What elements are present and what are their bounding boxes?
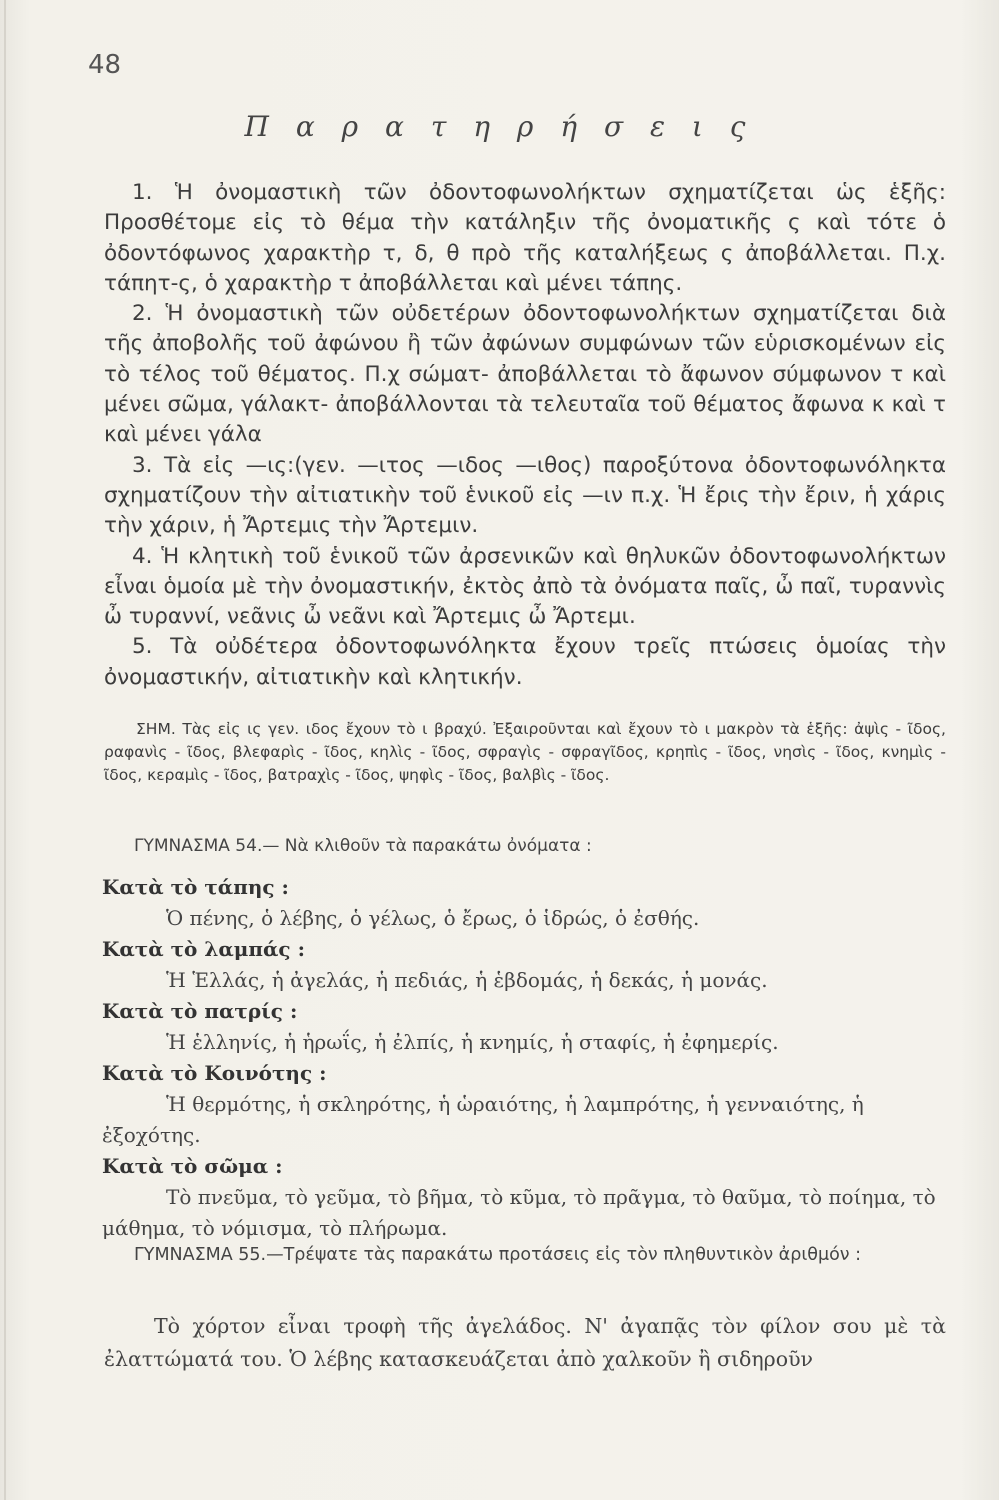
section-heading-lampas: Κατὰ τὸ λαμπάς : xyxy=(102,937,305,961)
page-number: 48 xyxy=(88,50,122,80)
footnote xyxy=(104,718,946,787)
observation-paragraph-1: 1. Ἡ ὀνομαστικὴ τῶν ὀδοντοφωνολήκτων σχηματίζεται ὡς ἑξῆς: Προσθέτομε εἰς τὸ θέμα τὴν κατάληξιν τῆς ὀνοματικῆς ς καὶ τότε ὁ ὀδοντόφωνος χαρακτὴρ τ, δ, θ πρὸ τῆς καταλήξεως ς ἀποβάλλεται. Π.χ. τάπητ-ς, ὁ χαρακτὴρ τ ἀποβάλλεται καὶ μένει τάπης. xyxy=(104,180,946,296)
observation-paragraph-4: 4. Ἡ κλητικὴ τοῦ ἑνικοῦ τῶν ἀρσενικῶν καὶ θηλυκῶν ὀδοντοφωνολήκτων εἶναι ὁμοία μὲ τὴν ὀνομαστικήν, ἐκτὸς ἀπὸ τὰ ὀνόματα παῖς, ὦ παῖ, τυραννὶς ὦ τυραννί, νεᾶνις ὦ νεᾶνι καὶ Ἄρτεμις ὦ Ἄρτεμι. xyxy=(104,543,946,630)
observations-body xyxy=(104,178,946,693)
exercise-55-text: Τὸ χόρτον εἶναι τροφὴ τῆς ἀγελάδος. Ν' ἀγαπᾷς τὸν φίλον σου μὲ τὰ ἐλαττώματά του. Ὁ λέβης κατασκευάζεται ἀπὸ χαλκοῦν ἢ σιδηροῦν xyxy=(104,1314,946,1371)
section-text-patris: Ἡ ἑλληνίς, ἡ ἡρωΐς, ἡ ἐλπίς, ἡ κνημίς, ἡ σταφίς, ἡ ἐφημερίς. xyxy=(166,1030,779,1054)
section-text-tapis: Ὁ πένης, ὁ λέβης, ὁ γέλως, ὁ ἔρως, ὁ ἱδρώς, ὁ ἐσθής. xyxy=(166,906,700,930)
section-heading-koinotis: Κατὰ τὸ Κοινότης : xyxy=(102,1061,327,1085)
section-text-lampas: Ἡ Ἑλλάς, ἡ ἀγελάς, ἡ πεδιάς, ἡ ἑβδομάς, ἡ δεκάς, ἡ μονάς. xyxy=(166,968,768,992)
section-heading-soma: Κατὰ τὸ σῶμα : xyxy=(102,1154,283,1178)
observation-paragraph-3: 3. Τὰ εἰς —ις:(γεν. —ιτος —ιδος —ιθος) παροξύτονα ὀδοντοφωνόληκτα σχηματίζουν τὴν αἰτιατικὴν τοῦ ἑνικοῦ εἰς —ιν π.χ. Ἡ ἔρις τὴν ἔριν, ἡ χάρις τὴν χάριν, ἡ Ἄρτεμις τὴν Ἄρτεμιν. xyxy=(104,452,946,539)
section-heading-tapis: Κατὰ τὸ τάπης : xyxy=(102,875,289,899)
section-text-koinotis: Ἡ θερμότης, ἡ σκληρότης, ἡ ὡραιότης, ἡ λαμπρότης, ἡ γενναιότης, ἡ ἐξοχότης. xyxy=(102,1092,864,1147)
section-title: Π α ρ α τ η ρ ή σ ε ι ς xyxy=(244,110,755,143)
exercise-54-heading: ΓΥΜΝΑΣΜΑ 54.— Νὰ κλιθοῦν τὰ παρακάτω ὀνόματα : xyxy=(134,836,592,856)
observation-paragraph-5: 5. Τὰ οὐδέτερα ὀδοντοφωνόληκτα ἔχουν τρεῖς πτώσεις ὁμοίας τὴν ὀνομαστικήν, αἰτιατικὴν καὶ κλητικήν. xyxy=(104,634,946,690)
footnote-text: ΣΗΜ. Τὰς εἰς ις γεν. ιδος ἔχουν τὸ ι βραχύ. Ἐξαιροῦνται καὶ ἔχουν τὸ ι μακρὸν τὰ ἑξῆς: ἀψὶς - ῖδος, ραφανὶς - ῖδος, βλεφαρὶς - ῖδος, κηλὶς - ῖδος, σφραγὶς - σφραγῖδος, κρηπὶς - ῖδος, νησὶς - ῖδος, κνημὶς - ῖδος, κεραμὶς - ῖδος, βατραχὶς - ῖδος, ψηφὶς - ῖδος, βαλβὶς - ῖδος. xyxy=(104,720,946,784)
section-text-soma: Τὸ πνεῦμα, τὸ γεῦμα, τὸ βῆμα, τὸ κῦμα, τὸ πρᾶγμα, τὸ θαῦμα, τὸ ποίημα, τὸ μάθημα, τὸ νόμισμα, τὸ πλήρωμα. xyxy=(102,1185,936,1240)
exercise-55-heading: ΓΥΜΝΑΣΜΑ 55.—Τρέψατε τὰς παρακάτω προτάσεις εἰς τὸν πληθυντικὸν ἀριθμόν : xyxy=(134,1245,862,1265)
declension-sections xyxy=(102,872,946,1244)
page-edge xyxy=(4,0,6,1500)
observation-paragraph-2: 2. Ἡ ὀνομαστικὴ τῶν οὐδετέρων ὀδοντοφωνολήκτων σχηματίζεται διὰ τῆς ἀποβολῆς τοῦ ἀφώνου ἢ τῶν ἀφώνων συμφώνων τῶν εὑρισκομένων εἰς τὸ τέλος τοῦ θέματος. Π.χ σώματ- ἀποβάλλεται τὸ ἄφωνον σύμφωνον τ καὶ μένει σῶμα, γάλακτ- ἀποβάλλονται τὰ τελευταῖα τοῦ θέματος ἄφωνα κ καὶ τ καὶ μένει γάλα xyxy=(104,301,946,448)
section-heading-patris: Κατὰ τὸ πατρίς : xyxy=(102,999,298,1023)
